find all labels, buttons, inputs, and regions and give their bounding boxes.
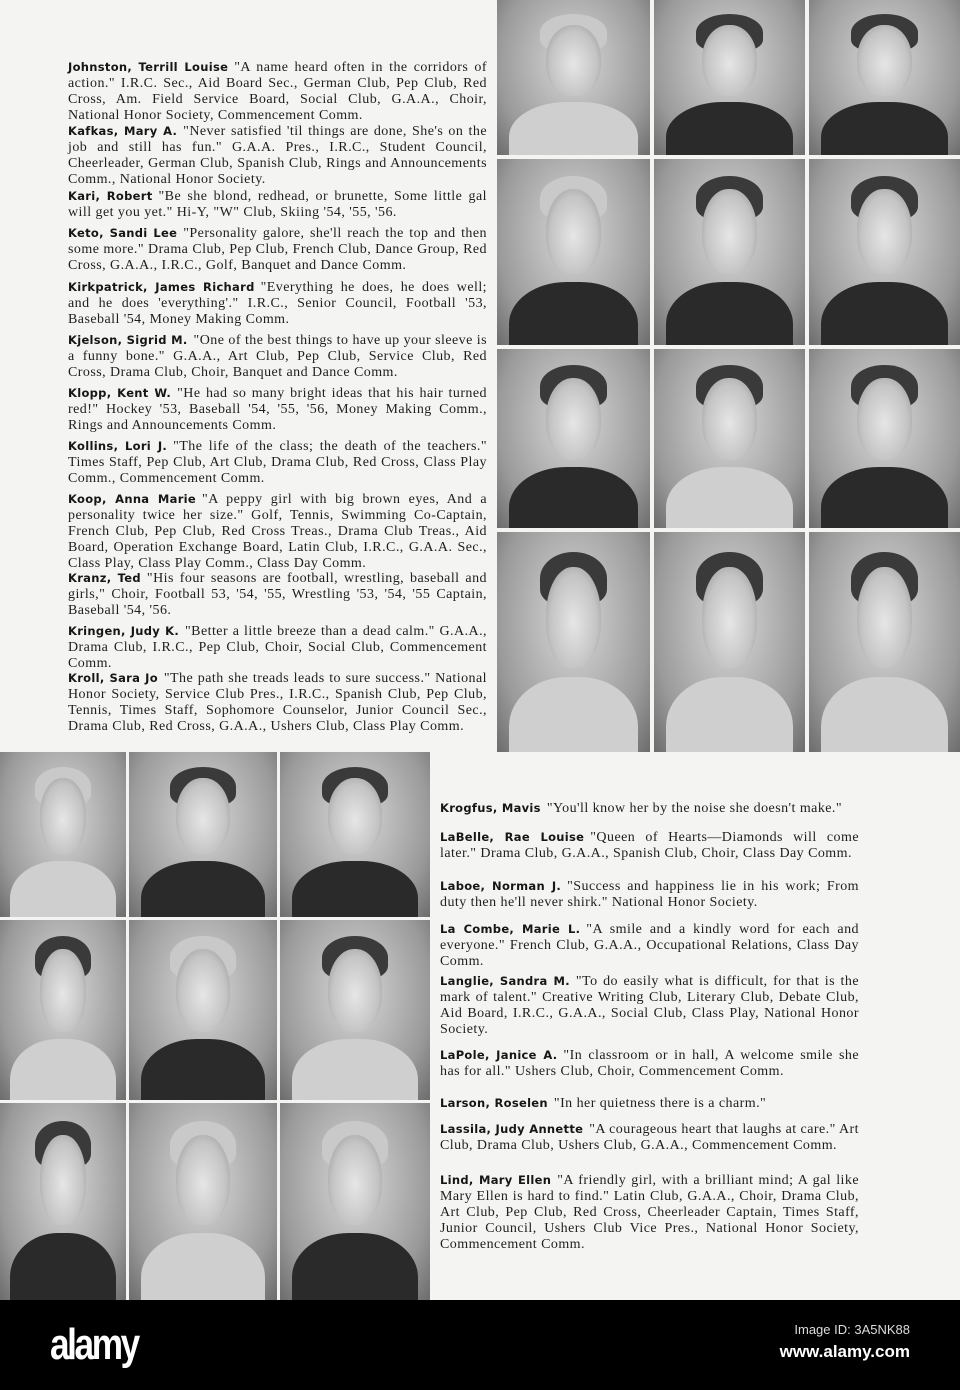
portrait-photo bbox=[497, 159, 650, 345]
portrait-photo bbox=[654, 159, 805, 345]
student-name: Klopp, Kent W. bbox=[68, 386, 172, 400]
portrait-photo bbox=[497, 0, 650, 155]
student-bio: "In classroom or in hall, A welcome smile she has for all." Ushers Club, Choir, Commencement Comm. bbox=[440, 1048, 859, 1079]
portrait-photo bbox=[0, 752, 126, 917]
student-bio: "Everything he does, he does well; and he does 'everything'." I.R.C., Senior Council, Football '53, Baseball '54, Money Making Comm. bbox=[68, 280, 487, 327]
student-bio: "One of the best things to have up your sleeve is a funny bone." G.A.A., Art Club, Pep Club, Service Club, Red Cross, Drama Club, Choir, Banquet and Dance Comm. bbox=[68, 333, 487, 380]
student-bio: "A peppy girl with big brown eyes, And a personality twice her size." Golf, Tennis, Swimming Co-Captain, French Club, Pep Club, Red Cross Treas., Drama Club Treas., Aid Board, Operation Exchange Board, Latin Club, I.R.C., G.A.A. Sec., Class Play, Class Play Comm., Class Day Comm. bbox=[68, 492, 488, 571]
student-bio: "His four seasons are football, wrestling, baseball and girls," Choir, Football 53, '54, '55, Wrestling '53, '54, '55 Captain, Baseball '54, '56. bbox=[68, 571, 487, 618]
portrait-photo bbox=[280, 920, 430, 1100]
student-name: Koop, Anna Marie bbox=[68, 492, 197, 506]
student-entry bbox=[68, 492, 487, 572]
student-bio: "A courageous heart that laughs at care." Art Club, Drama Club, Ushers Club, G.A.A., Commencement Comm. bbox=[440, 1122, 859, 1153]
portrait-photo bbox=[497, 349, 650, 528]
student-name: Kroll, Sara Jo bbox=[68, 671, 158, 685]
student-bio: "Better a little breeze than a dead calm." G.A.A., Drama Club, I.R.C., Pep Club, Choir, Social Club, Commencement Comm. bbox=[68, 624, 487, 671]
student-name: Kranz, Ted bbox=[68, 571, 141, 585]
student-entry bbox=[440, 879, 859, 911]
student-bio: "The path she treads leads to sure success." National Honor Society, Service Club Pres., I.R.C., Spanish Club, Pep Club, Tennis, Times Staff, Sophomore Counselor, Junior Council Sec., Drama Club, Red Cross, G.A.A., Ushers Club, Class Play Comm. bbox=[68, 671, 487, 734]
student-name: Kollins, Lori J. bbox=[68, 439, 168, 453]
student-bio: "In her quietness there is a charm." bbox=[553, 1096, 767, 1111]
student-entry bbox=[68, 189, 487, 221]
student-name: Krogfus, Mavis bbox=[440, 801, 541, 815]
alamy-logo: alamy bbox=[50, 1320, 138, 1369]
student-bio: "Queen of Hearts—Diamonds will come later." Drama Club, G.A.A., Spanish Club, Choir, Class Day Comm. bbox=[440, 830, 859, 861]
portrait-photo bbox=[809, 0, 960, 155]
portrait-photo bbox=[129, 1103, 277, 1300]
portrait-photo bbox=[280, 1103, 430, 1300]
student-name: LaBelle, Rae Louise bbox=[440, 830, 585, 844]
image-id: Image ID: 3A5NK88 bbox=[794, 1322, 910, 1337]
student-name: Larson, Roselen bbox=[440, 1096, 548, 1110]
portrait-photo bbox=[497, 532, 650, 752]
student-entry bbox=[440, 1173, 859, 1253]
student-entry bbox=[440, 974, 859, 1038]
student-name: Kari, Robert bbox=[68, 189, 153, 203]
portrait-photo bbox=[129, 920, 277, 1100]
portrait-photo bbox=[809, 532, 960, 752]
student-name: La Combe, Marie L. bbox=[440, 922, 581, 936]
student-name: Lassila, Judy Annette bbox=[440, 1122, 584, 1136]
student-entry bbox=[68, 60, 487, 124]
portrait-photo bbox=[0, 1103, 126, 1300]
student-entry bbox=[440, 922, 859, 970]
student-name: LaPole, Janice A. bbox=[440, 1048, 558, 1062]
student-bio: "You'll know her by the noise she doesn't make." bbox=[546, 801, 843, 816]
student-bio: "A name heard often in the corridors of action." I.R.C. Sec., Aid Board Sec., German Club, Pep Club, Red Cross, Am. Field Service Board, Social Club, G.A.A., Choir, National Honor Society, Commencement Comm. bbox=[68, 60, 487, 123]
student-bio: "To do easily what is difficult, for that is the mark of talent." Creative Writing Club, Literary Club, Debate Club, Aid Board, I.R.C., G.A.A., Social Club, Class Play, National Honor Society. bbox=[440, 974, 859, 1037]
student-entry bbox=[68, 624, 487, 672]
student-name: Keto, Sandi Lee bbox=[68, 226, 178, 240]
portrait-photo bbox=[809, 349, 960, 528]
student-entry bbox=[68, 226, 487, 274]
student-bio: "He had so many bright ideas that his hair turned red!" Hockey '53, Baseball '54, '55, '56, Money Making Comm., Rings and Announcements Comm. bbox=[68, 386, 487, 433]
student-entry bbox=[440, 801, 859, 817]
watermark-url: www.alamy.com bbox=[779, 1342, 910, 1361]
student-entry bbox=[68, 280, 487, 328]
student-name: Kjelson, Sigrid M. bbox=[68, 333, 188, 347]
student-entry bbox=[440, 1096, 859, 1112]
student-bio: "Success and happiness lie in his work; From duty then he'll never shirk." National Honor Society. bbox=[440, 879, 859, 910]
student-bio: "The life of the class; the death of the teachers." Times Staff, Pep Club, Art Club, Drama Club, Red Cross, Class Play Comm., Commencement Comm. bbox=[68, 439, 487, 486]
student-name: Lind, Mary Ellen bbox=[440, 1173, 552, 1187]
student-entry bbox=[68, 333, 487, 381]
student-name: Kirkpatrick, James Richard bbox=[68, 280, 255, 294]
student-entry bbox=[68, 571, 487, 619]
portrait-photo bbox=[654, 532, 805, 752]
student-name: Laboe, Norman J. bbox=[440, 879, 562, 893]
portrait-photo bbox=[654, 349, 805, 528]
student-bio: "Be she blond, redhead, or brunette, Some little gal will get you yet." Hi-Y, "W" Club, Skiing '54, '55, '56. bbox=[68, 189, 487, 220]
student-bio: "Personality galore, she'll reach the top and then some more." Drama Club, Pep Club, French Club, Dance Group, Red Cross, G.A.A., I.R.C., Golf, Banquet and Dance Comm. bbox=[68, 226, 487, 273]
student-entry bbox=[440, 1048, 859, 1080]
student-entry bbox=[68, 386, 487, 434]
portrait-photo bbox=[654, 0, 805, 155]
student-bio: "Never satisfied 'til things are done, She's on the job and still has fun." G.A.A. Pres., I.R.C., Student Council, Cheerleader, German Club, Spanish Club, Rings and Announcements Comm., National Honor Society. bbox=[68, 124, 487, 187]
student-name: Kringen, Judy K. bbox=[68, 624, 179, 638]
student-entry bbox=[68, 124, 487, 188]
student-entry bbox=[440, 1122, 859, 1154]
portrait-photo bbox=[809, 159, 960, 345]
portrait-photo bbox=[0, 920, 126, 1100]
student-name: Johnston, Terrill Louise bbox=[68, 60, 229, 74]
student-bio: "A smile and a kindly word for each and everyone." French Club, G.A.A., Occupational Relations, Class Day Comm. bbox=[440, 922, 859, 969]
student-entry bbox=[68, 439, 487, 487]
student-bio: "A friendly girl, with a brilliant mind; A gal like Mary Ellen is hard to find." Latin Club, G.A.A., Choir, Drama Club, Art Club, Pep Club, Red Cross, Cheerleader Captain, Times Staff, Junior Council, Ushers Club Vice Pres., National Honor Society, Commencement Comm. bbox=[440, 1173, 859, 1252]
student-entry bbox=[440, 830, 859, 862]
portrait-photo bbox=[280, 752, 430, 917]
portrait-photo bbox=[129, 752, 277, 917]
student-name: Langlie, Sandra M. bbox=[440, 974, 570, 988]
watermark-footer bbox=[0, 1300, 960, 1390]
student-entry bbox=[68, 671, 487, 735]
student-name: Kafkas, Mary A. bbox=[68, 124, 178, 138]
